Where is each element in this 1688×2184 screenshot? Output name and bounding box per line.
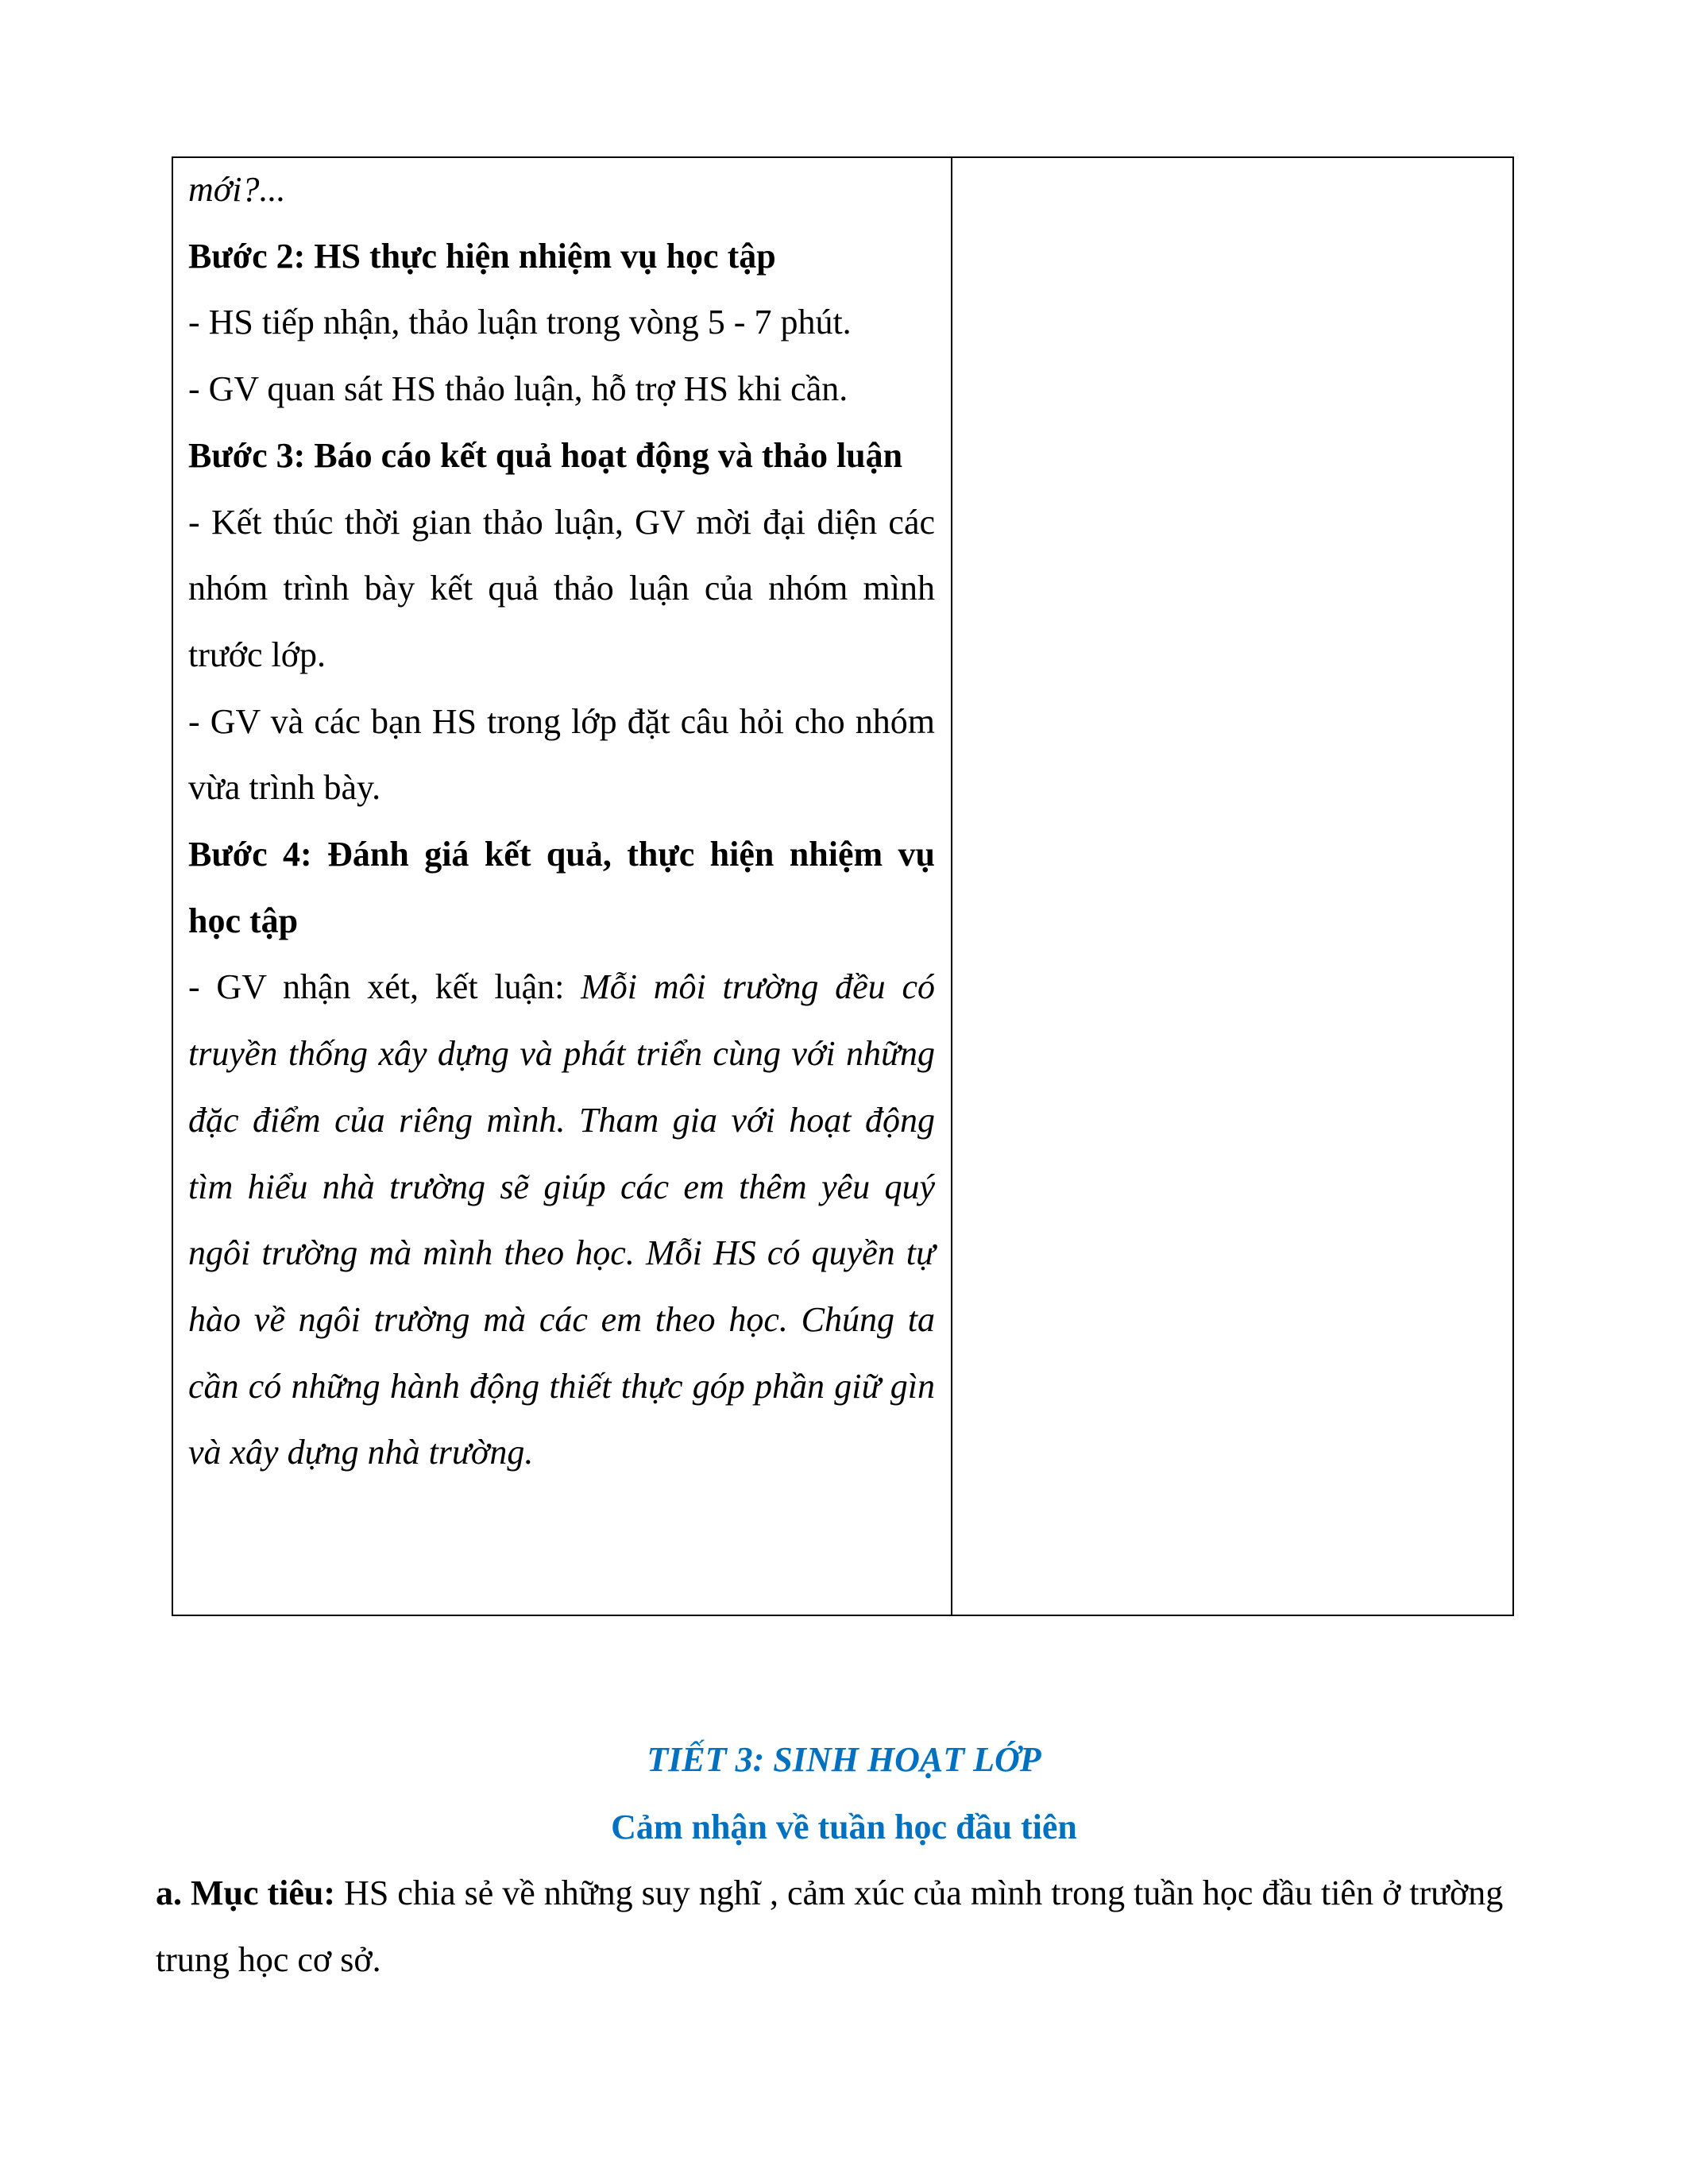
conclusion-prefix: - GV nhận xét, kết luận: [188, 967, 581, 1007]
product-cell [952, 158, 1512, 1615]
step-2-item: - HS tiếp nhận, thảo luận trong vòng 5 - 7 phút. [188, 303, 852, 342]
continued-line: mới?... [188, 170, 286, 209]
step-4-conclusion-paragraph [188, 954, 935, 1486]
period-title: TIẾT 3: SINH HOẠT LỚP [647, 1740, 1041, 1779]
step-3-item: - GV và các bạn HS trong lớp đặt câu hỏi cho nhóm vừa trình bày. [188, 701, 935, 808]
step-2-item: - GV quan sát HS thảo luận, hỗ trợ HS khi cần. [188, 369, 848, 409]
teacher-student-activity-cell [173, 158, 952, 1615]
conclusion-text: Mỗi môi trường đều có truyền thống xây dựng và phát triển cùng với những đặc điểm của riêng mình. Tham gia với hoạt động tìm hiểu nhà trường sẽ giúp các em thêm yêu quý ngôi trường mà mình theo học. Mỗi HS có quyền tự hào về ngôi trường mà các em theo học. Chúng ta cần có những hành động thiết thực góp phần giữ gìn và xây dựng nhà trường. [188, 967, 935, 1472]
step-3-heading: Bước 3: Báo cáo kết quả hoạt động và thảo luận [188, 435, 903, 475]
step-3-item: - Kết thúc thời gian thảo luận, GV mời đại diện các nhóm trình bày kết quả thảo luận của nhóm mình trước lớp. [188, 502, 935, 674]
step-2-heading: Bước 2: HS thực hiện nhiệm vụ học tập [188, 236, 776, 276]
objective-paragraph [156, 1860, 1530, 1993]
objective-label: a. Mục tiêu: [156, 1873, 336, 1912]
activity-table [172, 156, 1514, 1616]
step-4-heading: Bước 4: Đánh giá kết quả, thực hiện nhiệm vụ học tập [188, 835, 935, 940]
topic-title: Cảm nhận về tuần học đầu tiên [611, 1808, 1077, 1846]
objective-text: HS chia sẻ về những suy nghĩ , cảm xúc của mình trong tuần học đầu tiên ở trường trung học cơ sở. [156, 1873, 1504, 1979]
